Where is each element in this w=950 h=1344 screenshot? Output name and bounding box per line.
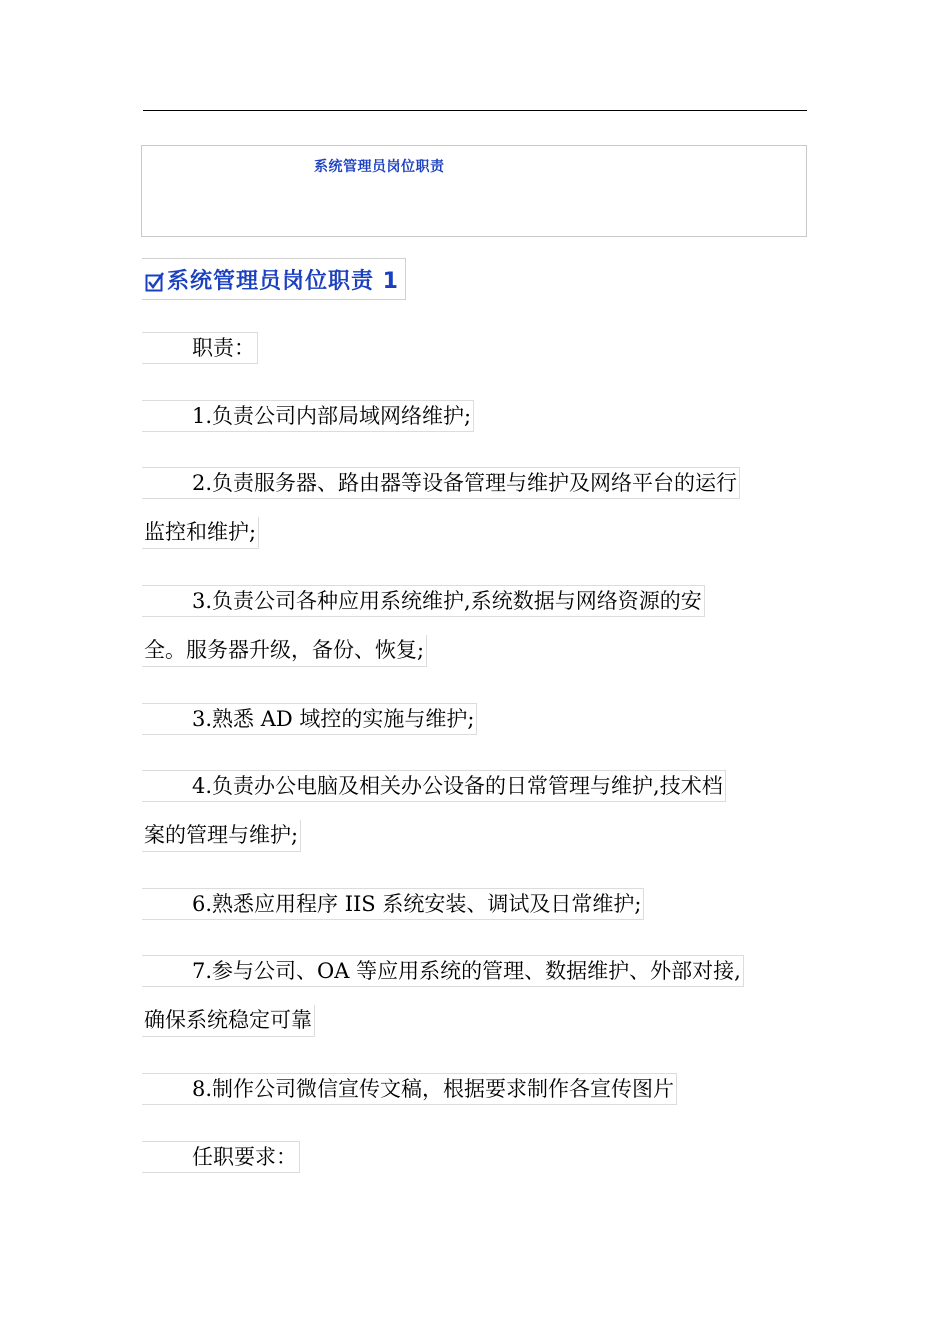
header-title: 系统管理员岗位职责 <box>314 159 445 175</box>
paragraph-line: 任职要求： <box>142 1141 300 1173</box>
top-rule <box>143 110 807 111</box>
header-box <box>141 145 807 237</box>
paragraph-line: 全。服务器升级，备份、恢复; <box>142 635 427 667</box>
paragraph-line: 3.负责公司各种应用系统维护,系统数据与网络资源的安 <box>142 585 705 617</box>
paragraph-line: 4.负责办公电脑及相关办公设备的日常管理与维护,技术档 <box>142 770 726 802</box>
section-heading-text: 系统管理员岗位职责 1 <box>167 268 399 294</box>
paragraph-line: 2.负责服务器、路由器等设备管理与维护及网络平台的运行 <box>142 467 740 499</box>
paragraph-line: 监控和维护; <box>142 517 259 549</box>
checkbox-checked-icon <box>145 272 165 292</box>
paragraph-line: 7.参与公司、OA 等应用系统的管理、数据维护、外部对接, <box>142 955 744 987</box>
paragraph-line: 案的管理与维护; <box>142 820 301 852</box>
paragraph-line: 8.制作公司微信宣传文稿，根据要求制作各宣传图片 <box>142 1073 677 1105</box>
section-heading <box>142 258 406 300</box>
paragraph-line: 6.熟悉应用程序 IIS 系统安装、调试及日常维护; <box>142 888 644 920</box>
paragraph-line: 3.熟悉 AD 域控的实施与维护; <box>142 703 477 735</box>
paragraph-line: 1.负责公司内部局域网络维护; <box>142 400 474 432</box>
paragraph-line: 确保系统稳定可靠 <box>142 1005 315 1037</box>
paragraph-line: 职责： <box>142 332 258 364</box>
